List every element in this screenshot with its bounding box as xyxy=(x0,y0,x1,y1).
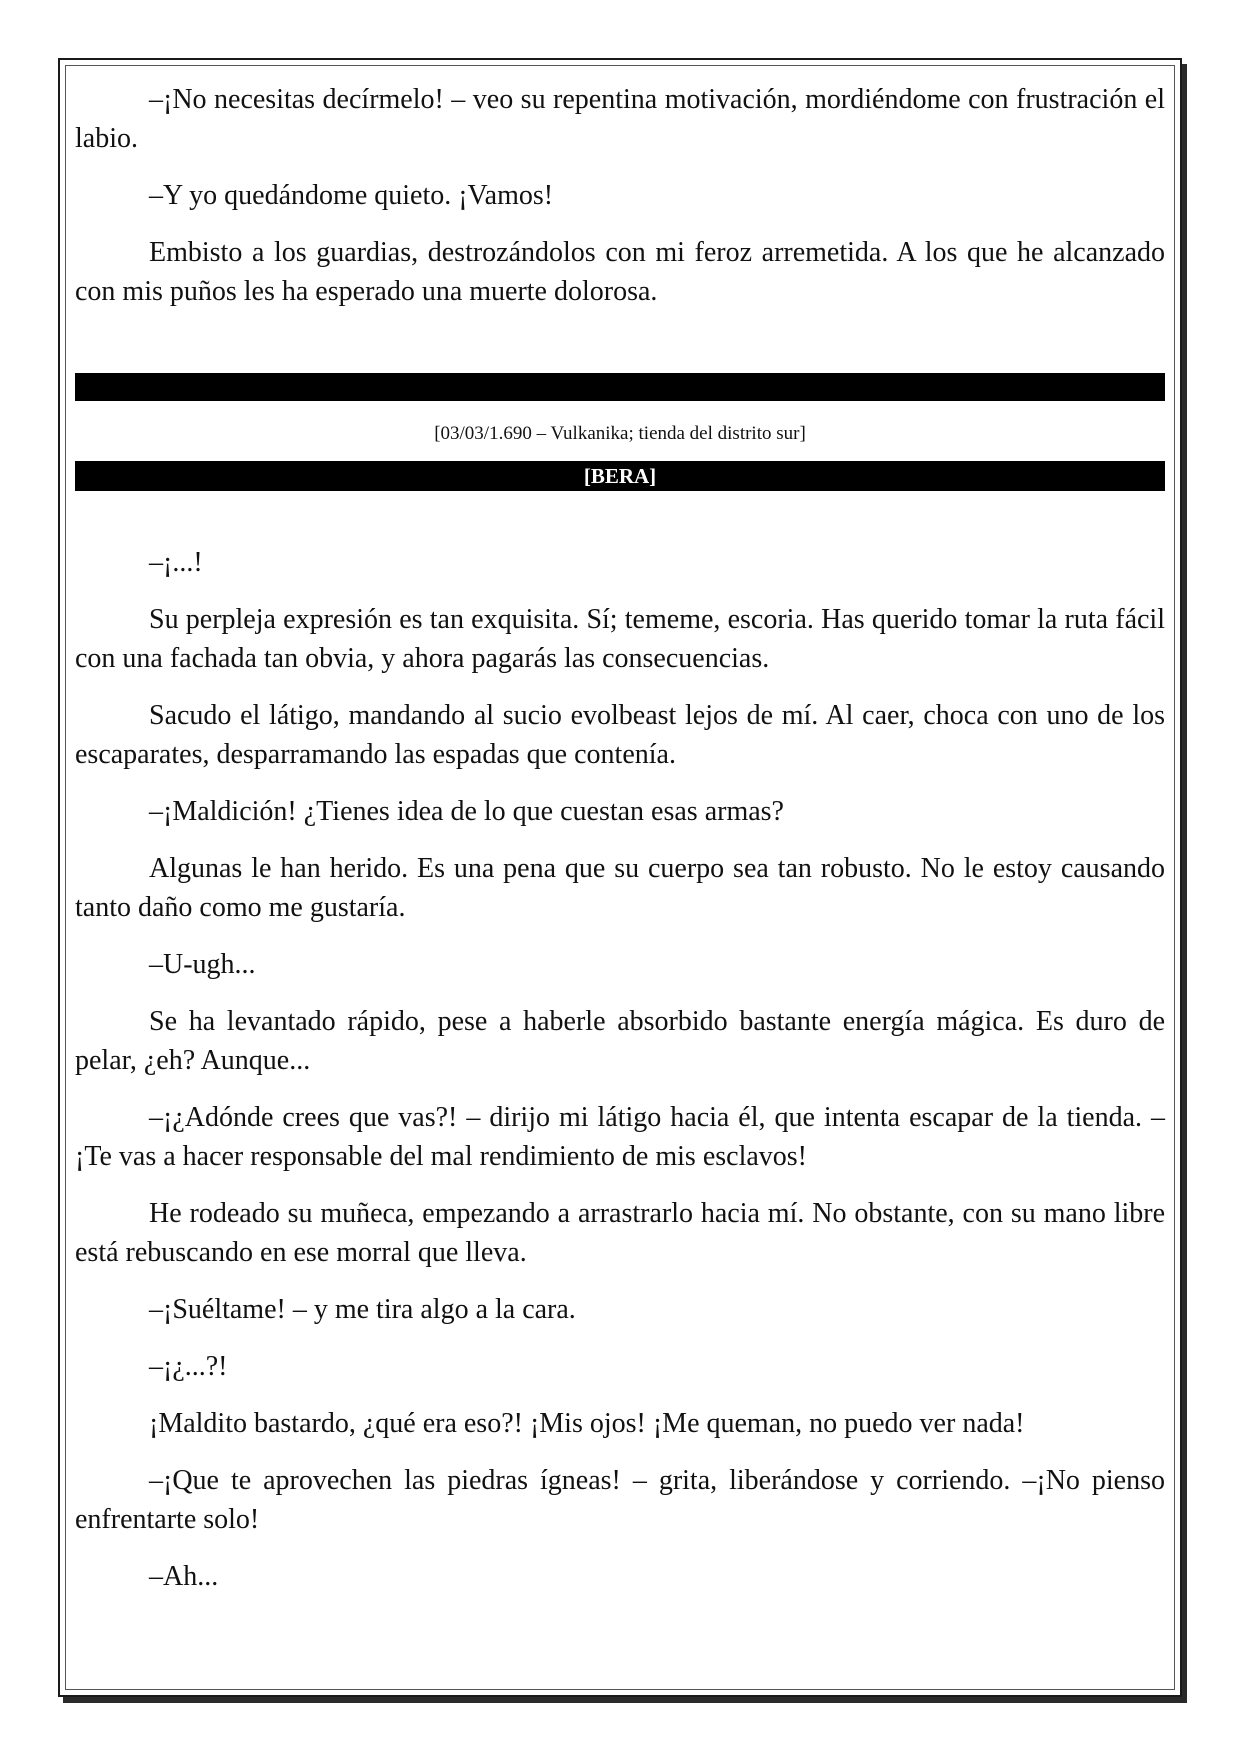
paragraph: –Ah... xyxy=(149,1561,219,1592)
scene-location-header: [03/03/1.690 – Vulkanika; tienda del distrito sur] xyxy=(434,423,806,444)
paragraph: –U-ugh... xyxy=(149,949,256,980)
paragraph: Su perpleja expresión es tan exquisita. Sí; tememe, escoria. Has querido tomar la ruta fácil con una fachada tan obvia, y ahora pagarás las consecuencias. xyxy=(75,604,1165,674)
pov-character-bar: [BERA] xyxy=(75,461,1165,491)
page-body xyxy=(75,80,1165,1614)
page-frame xyxy=(58,58,1182,1697)
paragraph: –¡¿...?! xyxy=(149,1351,228,1382)
paragraph: –¡...! xyxy=(149,547,203,578)
paragraph: Sacudo el látigo, mandando al sucio evolbeast lejos de mí. Al caer, choca con uno de los escaparates, desparramando las espadas que contenía. xyxy=(75,700,1165,770)
paragraph: –¡Maldición! ¿Tienes idea de lo que cuestan esas armas? xyxy=(149,796,784,827)
paragraph: –¡Suéltame! – y me tira algo a la cara. xyxy=(149,1294,576,1325)
scene-divider-bar xyxy=(75,373,1165,401)
paragraph: Algunas le han herido. Es una pena que su cuerpo sea tan robusto. No le estoy causando tanto daño como me gustaría. xyxy=(75,853,1165,923)
paragraph: Embisto a los guardias, destrozándolos con mi feroz arremetida. A los que he alcanzado con mis puños les ha esperado una muerte dolorosa. xyxy=(75,237,1165,307)
paragraph: –Y yo quedándome quieto. ¡Vamos! xyxy=(149,180,554,211)
paragraph: Se ha levantado rápido, pese a haberle absorbido bastante energía mágica. Es duro de pelar, ¿eh? Aunque... xyxy=(75,1006,1165,1076)
paragraph: –¡Que te aprovechen las piedras ígneas! – grita, liberándose y corriendo. –¡No pienso enfrentarte solo! xyxy=(75,1465,1165,1535)
paragraph: He rodeado su muñeca, empezando a arrastrarlo hacia mí. No obstante, con su mano libre está rebuscando en ese morral que lleva. xyxy=(75,1198,1165,1268)
paragraph: ¡Maldito bastardo, ¿qué era eso?! ¡Mis ojos! ¡Me queman, no puedo ver nada! xyxy=(149,1408,1025,1439)
paragraph: –¡No necesitas decírmelo! – veo su repentina motivación, mordiéndome con frustración el labio. xyxy=(75,84,1165,154)
scene-break xyxy=(75,373,1165,491)
paragraph: –¡¿Adónde crees que vas?! – dirijo mi látigo hacia él, que intenta escapar de la tienda. –¡Te vas a hacer responsable del mal rendimiento de mis esclavos! xyxy=(75,1102,1165,1172)
